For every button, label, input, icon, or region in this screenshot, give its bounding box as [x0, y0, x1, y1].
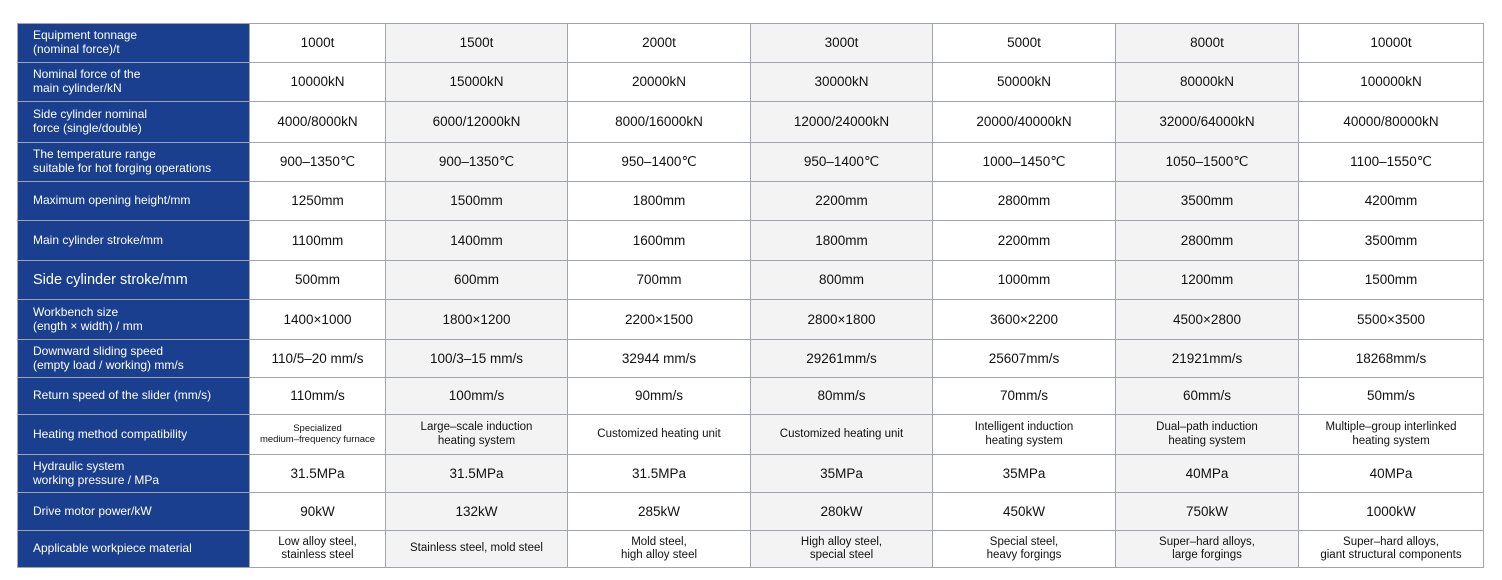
table-cell: 900–1350℃	[386, 143, 568, 182]
table-cell: 31.5MPa	[250, 455, 386, 493]
row-label: Return speed of the slider (mm/s)	[18, 378, 250, 415]
table-cell: 5500×3500	[1299, 300, 1484, 340]
table-row	[18, 300, 1484, 340]
table-cell: 900–1350℃	[250, 143, 386, 182]
table-cell: 31.5MPa	[568, 455, 751, 493]
row-label: The temperature range suitable for hot forging operations	[18, 143, 250, 182]
table-cell: 3000t	[751, 24, 933, 63]
table-cell: Mold steel, high alloy steel	[568, 531, 751, 568]
table-cell: 10000t	[1299, 24, 1484, 63]
table-row	[18, 378, 1484, 415]
table-cell: Customized heating unit	[568, 415, 751, 455]
table-cell: 4000/8000kN	[250, 102, 386, 143]
table-cell: 450kW	[933, 493, 1116, 531]
table-cell: Low alloy steel, stainless steel	[250, 531, 386, 568]
table-row	[18, 531, 1484, 568]
table-row	[18, 455, 1484, 493]
table-cell: 700mm	[568, 261, 751, 300]
table-cell: 35MPa	[751, 455, 933, 493]
table-cell: 80000kN	[1116, 63, 1299, 102]
row-label: Side cylinder nominal force (single/double)	[18, 102, 250, 143]
table-cell: 1400mm	[386, 221, 568, 261]
table-cell: Large–scale induction heating system	[386, 415, 568, 455]
table-cell: 1600mm	[568, 221, 751, 261]
table-cell: 8000/16000kN	[568, 102, 751, 143]
table-cell: 110/5–20 mm/s	[250, 340, 386, 378]
table-cell: 2000t	[568, 24, 751, 63]
table-cell: 40000/80000kN	[1299, 102, 1484, 143]
table-cell: 1800mm	[751, 221, 933, 261]
table-cell: 25607mm/s	[933, 340, 1116, 378]
table-cell: 1500t	[386, 24, 568, 63]
table-cell: 1500mm	[386, 182, 568, 221]
table-row	[18, 63, 1484, 102]
table-cell: 100000kN	[1299, 63, 1484, 102]
table-cell: 1000–1450℃	[933, 143, 1116, 182]
table-cell: 50000kN	[933, 63, 1116, 102]
table-cell: 600mm	[386, 261, 568, 300]
table-cell: 4500×2800	[1116, 300, 1299, 340]
table-cell: 110mm/s	[250, 378, 386, 415]
table-cell: 950–1400℃	[568, 143, 751, 182]
table-cell: 60mm/s	[1116, 378, 1299, 415]
table-cell: 90kW	[250, 493, 386, 531]
table-cell: Specialized medium–frequency furnace	[250, 415, 386, 455]
table-cell: 32944 mm/s	[568, 340, 751, 378]
row-label: Heating method compatibility	[18, 415, 250, 455]
table-cell: 2800mm	[933, 182, 1116, 221]
row-label: Hydraulic system working pressure / MPa	[18, 455, 250, 493]
table-cell: 30000kN	[751, 63, 933, 102]
table-row	[18, 493, 1484, 531]
row-label: Downward sliding speed (empty load / working) mm/s	[18, 340, 250, 378]
table-cell: 500mm	[250, 261, 386, 300]
table-cell: 8000t	[1116, 24, 1299, 63]
table-cell: 100mm/s	[386, 378, 568, 415]
row-label: Workbench size (ength × width) / mm	[18, 300, 250, 340]
table-cell: 1400×1000	[250, 300, 386, 340]
table-cell: 3500mm	[1299, 221, 1484, 261]
table-cell: Customized heating unit	[751, 415, 933, 455]
table-cell: 285kW	[568, 493, 751, 531]
row-label: Equipment tonnage (nominal force)/t	[18, 24, 250, 63]
table-cell: 15000kN	[386, 63, 568, 102]
table-cell: 6000/12000kN	[386, 102, 568, 143]
table-cell: 1200mm	[1116, 261, 1299, 300]
table-cell: Multiple–group interlinked heating system	[1299, 415, 1484, 455]
spec-table-wrapper	[17, 23, 1484, 568]
table-cell: 2800×1800	[751, 300, 933, 340]
table-cell: 1100–1550℃	[1299, 143, 1484, 182]
row-label: Nominal force of the main cylinder/kN	[18, 63, 250, 102]
table-cell: 18268mm/s	[1299, 340, 1484, 378]
table-cell: Stainless steel, mold steel	[386, 531, 568, 568]
table-cell: Dual–path induction heating system	[1116, 415, 1299, 455]
row-label: Maximum opening height/mm	[18, 182, 250, 221]
table-cell: 950–1400℃	[751, 143, 933, 182]
row-label: Main cylinder stroke/mm	[18, 221, 250, 261]
row-label: Applicable workpiece material	[18, 531, 250, 568]
table-row	[18, 261, 1484, 300]
table-cell: 20000kN	[568, 63, 751, 102]
table-cell: 12000/24000kN	[751, 102, 933, 143]
table-cell: 2800mm	[1116, 221, 1299, 261]
table-cell: 40MPa	[1299, 455, 1484, 493]
table-cell: 90mm/s	[568, 378, 751, 415]
table-cell: 1100mm	[250, 221, 386, 261]
table-cell: 35MPa	[933, 455, 1116, 493]
table-cell: 1000t	[250, 24, 386, 63]
table-cell: 5000t	[933, 24, 1116, 63]
spec-table	[17, 23, 1484, 568]
table-cell: 3500mm	[1116, 182, 1299, 221]
table-row	[18, 102, 1484, 143]
table-row	[18, 415, 1484, 455]
table-cell: 70mm/s	[933, 378, 1116, 415]
table-cell: 2200mm	[933, 221, 1116, 261]
table-cell: 1000kW	[1299, 493, 1484, 531]
table-row	[18, 24, 1484, 63]
table-cell: 20000/40000kN	[933, 102, 1116, 143]
table-cell: 32000/64000kN	[1116, 102, 1299, 143]
table-cell: 4200mm	[1299, 182, 1484, 221]
table-cell: 2200×1500	[568, 300, 751, 340]
table-cell: 750kW	[1116, 493, 1299, 531]
table-cell: 29261mm/s	[751, 340, 933, 378]
table-cell: 10000kN	[250, 63, 386, 102]
table-cell: 31.5MPa	[386, 455, 568, 493]
table-cell: Super–hard alloys, giant structural components	[1299, 531, 1484, 568]
table-cell: 132kW	[386, 493, 568, 531]
table-cell: 50mm/s	[1299, 378, 1484, 415]
table-cell: 21921mm/s	[1116, 340, 1299, 378]
table-cell: Special steel, heavy forgings	[933, 531, 1116, 568]
row-label: Drive motor power/kW	[18, 493, 250, 531]
table-cell: 1250mm	[250, 182, 386, 221]
spec-table-body	[18, 24, 1484, 568]
table-cell: 1500mm	[1299, 261, 1484, 300]
table-row	[18, 221, 1484, 261]
table-row	[18, 182, 1484, 221]
table-cell: 2200mm	[751, 182, 933, 221]
table-cell: 1050–1500℃	[1116, 143, 1299, 182]
table-cell: 40MPa	[1116, 455, 1299, 493]
table-row	[18, 143, 1484, 182]
table-cell: 1000mm	[933, 261, 1116, 300]
table-cell: High alloy steel, special steel	[751, 531, 933, 568]
table-cell: 280kW	[751, 493, 933, 531]
table-row	[18, 340, 1484, 378]
table-cell: Super–hard alloys, large forgings	[1116, 531, 1299, 568]
table-cell: 1800mm	[568, 182, 751, 221]
table-cell: 100/3–15 mm/s	[386, 340, 568, 378]
table-cell: 80mm/s	[751, 378, 933, 415]
table-cell: 3600×2200	[933, 300, 1116, 340]
table-cell: Intelligent induction heating system	[933, 415, 1116, 455]
row-label: Side cylinder stroke/mm	[18, 261, 250, 300]
table-cell: 800mm	[751, 261, 933, 300]
table-cell: 1800×1200	[386, 300, 568, 340]
